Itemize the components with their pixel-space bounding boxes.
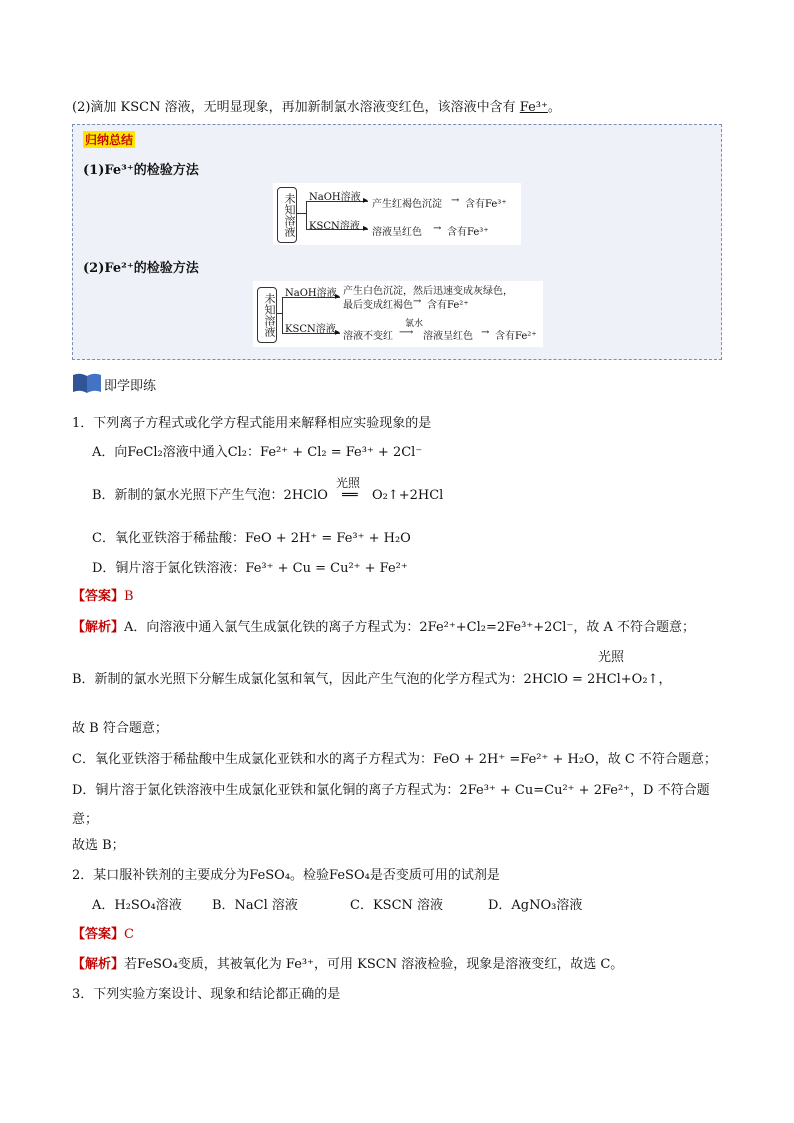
d1-reagent-2: KSCN溶液: [309, 221, 360, 232]
q1-analysis-b-condition: 光照: [598, 650, 625, 665]
arrow-icon: ▸: [363, 223, 369, 234]
q1-analysis-d2: 意；: [72, 812, 99, 827]
arrow-icon: →: [413, 296, 422, 307]
q1-option-b-cond-label: 光照: [335, 476, 360, 490]
q2-stem: 2．某口服补铁剂的主要成分为FeSO₄。检验FeSO₄是否变质可用的试剂是: [72, 868, 500, 883]
arrow-icon: ▸: [335, 291, 341, 302]
summary-box: [72, 124, 722, 360]
q1-analysis-b2: 故 B 符合题意；: [72, 721, 168, 736]
q1-analysis-a: [72, 616, 695, 635]
q2-option-b: B．NaCl 溶液: [212, 898, 298, 913]
arrow-icon: →: [451, 195, 460, 206]
q1-option-b-text: B．新制的氯水光照下产生气泡：2HClO: [92, 488, 328, 503]
arrow-icon: ▸: [363, 195, 369, 206]
q2-option-c: C．KSCN 溶液: [350, 898, 444, 913]
answer-label: 【答案】: [72, 589, 125, 604]
q2-option-a: A．H₂SO₄溶液: [92, 898, 182, 913]
summary-badge: 归纳总结: [85, 133, 134, 147]
q1-option-a: A．向FeCl₂溶液中通入Cl₂：Fe²⁺ + Cl₂ = Fe³⁺ + 2Cl⁻: [92, 445, 423, 460]
d2-reagent-2: KSCN溶液: [285, 324, 336, 335]
analysis-text: 若FeSO₄变质，其被氧化为 Fe³⁺，可用 KSCN 溶液检验，现象是溶液变红，故选 C。: [124, 957, 624, 972]
q1-option-b-products: O₂↑+2HCl: [371, 488, 444, 503]
d2-result-2: 溶液呈红色: [423, 331, 473, 342]
d2-conclusion-2: 含有Fe²⁺: [495, 331, 537, 342]
fe3-test-heading: (1)Fe³⁺的检验方法: [83, 163, 199, 178]
q1-option-b: [92, 476, 444, 503]
q1-option-b-condition: 光照 ══: [335, 476, 360, 503]
q1-answer: [72, 585, 134, 604]
q3-stem: 3．下列实验方案设计、现象和结论都正确的是: [72, 987, 341, 1002]
fe2-test-heading: (2)Fe²⁺的检验方法: [83, 261, 199, 276]
d1-result-2: 溶液呈红色: [372, 227, 422, 238]
arrow-icon: →: [481, 327, 490, 338]
book-icon: [72, 372, 102, 394]
intro-text: (2)滴加 KSCN 溶液，无明显现象，再加新制氯水溶液变红色，该溶液中含有: [72, 100, 516, 115]
arrow-icon: →: [433, 223, 442, 234]
unknown-solution-box: 未知溶液: [257, 287, 277, 343]
analysis-a-text: A．向溶液中通入氯气生成氯化铁的离子方程式为：2Fe²⁺+Cl₂=2Fe³⁺+2Cl⁻，故 A 不符合题意；: [124, 620, 695, 635]
d1-reagent-1: NaOH溶液: [309, 192, 361, 203]
arrow-icon: ⟶: [399, 327, 414, 338]
q1-option-d: D．铜片溶于氯化铁溶液：Fe³⁺ + Cu = Cu²⁺ + Fe²⁺: [92, 561, 408, 576]
d2-chlorine-label: 氯水: [405, 319, 424, 329]
q1-stem: 1．下列离子方程式或化学方程式能用来解释相应实验现象的是: [72, 416, 432, 431]
q1-option-c: C．氧化亚铁溶于稀盐酸：FeO + 2H⁺ = Fe³⁺ + H₂O: [92, 531, 411, 546]
answer-label: 【答案】: [72, 927, 125, 942]
unknown-solution-box: 未知溶液: [277, 187, 297, 243]
analysis-label: 【解析】: [72, 957, 125, 972]
fe3-test-diagram: [273, 183, 521, 245]
intro-line: [72, 96, 561, 115]
q2-analysis: [72, 953, 623, 972]
q2-answer: [72, 923, 134, 942]
intro-period: 。: [547, 100, 561, 115]
d2-result-1a: 产生白色沉淀，然后迅速变成灰绿色，: [343, 286, 513, 297]
d2-result-1b: 最后变成红褐色: [343, 300, 413, 311]
arrow-icon: ▸: [335, 327, 341, 338]
d1-conclusion-1: 含有Fe³⁺: [465, 199, 507, 210]
d2-reagent-1: NaOH溶液: [285, 288, 337, 299]
answer-value: B: [124, 589, 134, 604]
d1-result-1: 产生红褐色沉淀: [372, 199, 442, 210]
q1-analysis-d: D．铜片溶于氯化铁溶液中生成氯化亚铁和氯化铜的离子方程式为：2Fe³⁺ + Cu=Cu²⁺ + 2Fe²⁺，D 不符合题: [72, 783, 710, 798]
q1-analysis-c: C．氧化亚铁溶于稀盐酸中生成氯化亚铁和水的离子方程式为：FeO + 2H⁺ =Fe²⁺ + H₂O，故 C 不符合题意；: [72, 752, 717, 767]
intro-ion: Fe³⁺: [519, 100, 548, 115]
practice-title: 即学即练: [104, 379, 157, 394]
fe2-test-diagram: [253, 281, 543, 347]
d2-result-2-mid: 溶液不变红: [343, 331, 393, 342]
analysis-label: 【解析】: [72, 620, 125, 635]
q1-analysis-b: B．新制的氯水光照下分解生成氯化氢和氧气，因此产生气泡的化学方程式为：2HClO = 2HCl+O₂↑，: [72, 672, 672, 687]
d1-conclusion-2: 含有Fe³⁺: [447, 227, 489, 238]
q1-conclusion: 故选 B；: [72, 838, 125, 853]
answer-value: C: [124, 927, 134, 942]
d2-conclusion-1: 含有Fe²⁺: [427, 300, 469, 311]
q2-option-d: D．AgNO₃溶液: [488, 898, 583, 913]
